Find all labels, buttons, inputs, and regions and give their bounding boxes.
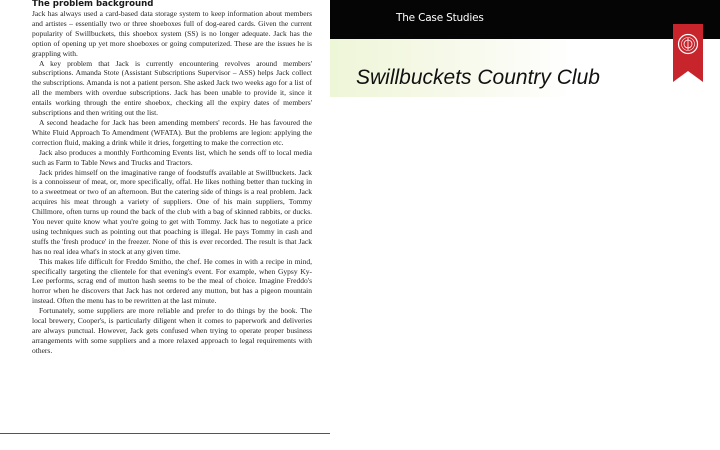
document-heading: The problem background xyxy=(32,0,154,9)
page-bottom-rule xyxy=(0,433,330,434)
paragraph: Jack prides himself on the imaginative range of foodstuffs available at Swillbuckets. Jack is a connoisseur of meat, or, more specifically, offal. He likes nothing better than tucking in to a sweetmeat or two of an afternoon. But the catering side of things is a real problem. Jack acquires his meat through a variety of suppliers. One of his main suppliers, Tommy Chillmore, often turns up round the back of the club with a bag of skinned rabbits, or ducks. You never quite know what you're going to get with Tommy. Jack has to negotiate a price using techniques such as pointing out that poaching is illegal. He pays Tommy in cash and stuffs the 'fresh produce' in the freezer. None of this is ever recorded. The result is that Jack has no real idea what's in stock at any given time. xyxy=(32,167,312,256)
paragraph: Fortunately, some suppliers are more reliable and prefer to do things by the book. The local brewery, Cooper's, is particularly diligent when it comes to paperwork and deliveries are always punctual. However, Jack gets confused when trying to operate proper business arrangements with some suppliers and a more relaxed approach to legal requirements with others. xyxy=(32,306,312,355)
slide-header-bar xyxy=(330,0,720,39)
logo-seal-icon xyxy=(673,24,703,82)
paragraph: Jack also produces a monthly Forthcoming Events list, which he sends off to local media such as Farm to Table News and Trucks and Tractors. xyxy=(32,147,312,167)
document-body xyxy=(32,9,312,356)
paragraph: A key problem that Jack is currently encountering revolves around members' subscriptions. Amanda Stote (Assistant Subscriptions Supervisor – ASS) helps Jack collect the subscriptions. Amanda is not a patient person. She asked Jack two weeks ago for a list of all the members with overdue subscriptions. Jack has been unable to provide it, since it entails working through the entire shoebox, checking all the expiry dates of members' subscriptions and then writing out the list. xyxy=(32,58,312,118)
slide-header-text: The Case Studies xyxy=(396,12,484,24)
slide-title: Swillbuckets Country Club xyxy=(356,66,600,89)
paragraph: This makes life difficult for Freddo Smitho, the chef. He comes in with a recipe in mind, specifically targeting the clientele for that evening's event. For example, when Gypsy Ky-Lee performs, scrag end of mutton hash seems to be the meal of choice. Imagine Freddo's horror when he discovers that Jack has not ordered any mutton, but has a pigeon mountain instead. Often the menu has to be rewritten at the last minute. xyxy=(32,256,312,306)
document-page xyxy=(0,0,332,434)
paragraph: A second headache for Jack has been amending members' records. He has favoured the White Fluid Approach To Amendment (WFATA). But the problems are legion: applying the correction fluid, making a drink while it dries, forgetting to make the correction etc. xyxy=(32,117,312,147)
paragraph: Jack has always used a card-based data storage system to keep information about members and artistes – essentially two or three shoeboxes full of dog-eared cards. Given the current popularity of Swillbuckets, this shoebox system (SS) is no longer adequate. Jack has the option of opening up yet more shoeboxes or going computerized. These are the issues he is grappling with. xyxy=(32,9,312,58)
